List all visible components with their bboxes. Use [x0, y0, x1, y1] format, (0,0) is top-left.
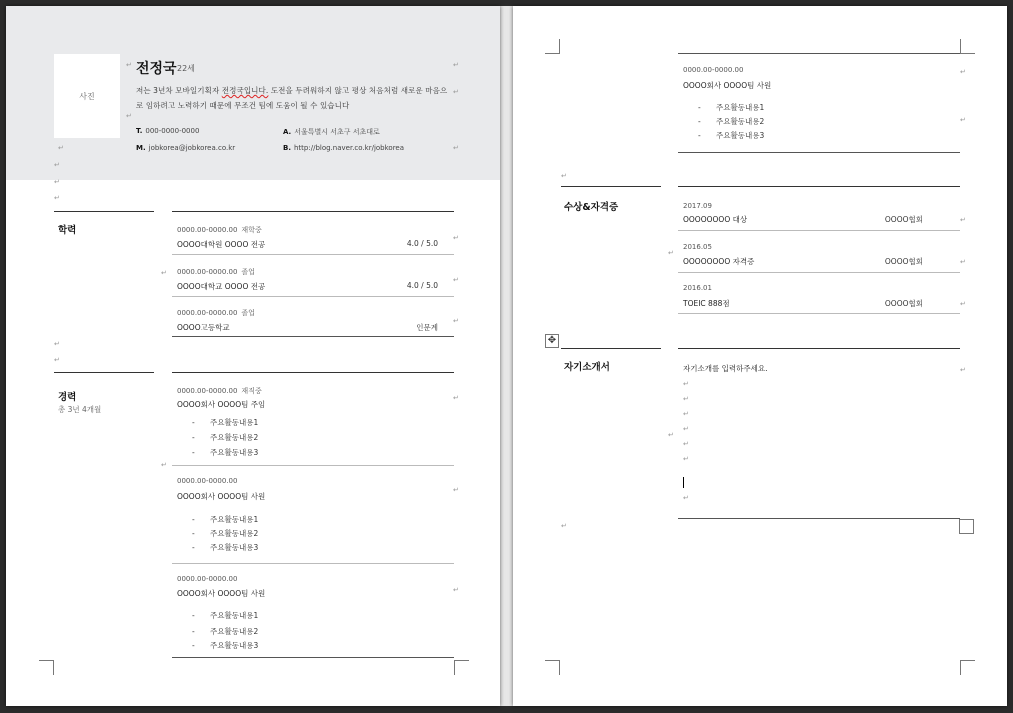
paragraph-mark: ↵	[960, 366, 966, 374]
paragraph-mark: ↵	[453, 276, 459, 284]
entry-rule	[678, 53, 960, 54]
paragraph-mark: ↵	[683, 440, 689, 448]
entry-rule	[678, 152, 960, 153]
paragraph-mark: ↵	[683, 380, 689, 388]
section-rule	[54, 211, 154, 212]
paragraph-mark: ↵	[960, 300, 966, 308]
bullet-item[interactable]: - 주요활동내용1	[192, 611, 259, 620]
paragraph-mark: ↵	[54, 194, 60, 202]
paragraph-mark: ↵	[58, 144, 64, 152]
bullet-item[interactable]: - 주요활동내용3	[192, 543, 259, 552]
paragraph-mark: ↵	[960, 116, 966, 124]
paragraph-mark: ↵	[161, 269, 167, 277]
entry-rule	[172, 657, 454, 658]
entry-issuer[interactable]: OOOO협회	[884, 257, 923, 266]
paragraph-mark: ↵	[54, 340, 60, 348]
paragraph-mark: ↵	[453, 234, 459, 242]
paragraph-mark: ↵	[683, 455, 689, 463]
entry-date[interactable]: 2016.05	[683, 243, 712, 251]
entry-score[interactable]: 4.0 / 5.0	[406, 239, 438, 248]
email-field[interactable]: M. jobkorea@jobkorea.co.kr	[136, 144, 236, 152]
paragraph-mark: ↵	[54, 356, 60, 364]
bullet-item[interactable]: - 주요활동내용1	[698, 103, 765, 112]
entry-rule	[172, 254, 454, 255]
page-gap	[500, 6, 513, 706]
career-total[interactable]: 총 3년 4개월	[58, 405, 102, 414]
paragraph-mark: ↵	[668, 249, 674, 257]
paragraph-mark: ↵	[453, 486, 459, 494]
self-intro-title[interactable]: 자기소개서	[564, 362, 610, 373]
paragraph-mark: ↵	[453, 88, 459, 96]
entry-note[interactable]: 인문계	[416, 323, 438, 332]
entry-title[interactable]: OOOO회사 OOOO팀 사원	[177, 492, 266, 501]
paragraph-mark: ↵	[683, 395, 689, 403]
entry-title[interactable]: OOOO고등학교	[177, 323, 230, 332]
section-rule	[561, 348, 661, 349]
paragraph-mark: ↵	[453, 144, 459, 152]
entry-date[interactable]: 0000.00-0000.00 재직중	[177, 387, 262, 395]
blog-field[interactable]: B. http://blog.naver.co.kr/jobkorea	[283, 144, 405, 152]
paragraph-mark: ↵	[453, 61, 459, 69]
paragraph-mark: ↵	[561, 522, 567, 530]
entry-date[interactable]: 0000.00-0000.00	[177, 575, 238, 583]
page-2[interactable]	[513, 6, 1007, 706]
entry-date[interactable]: 0000.00-0000.00	[683, 66, 744, 74]
paragraph-mark: ↵	[683, 494, 689, 502]
photo-placeholder[interactable]	[54, 54, 120, 138]
address-field[interactable]: A. 서울특별시 서초구 서초대로	[283, 128, 380, 136]
crop-mark	[960, 39, 975, 54]
paragraph-mark: ↵	[453, 317, 459, 325]
crop-mark	[545, 39, 560, 54]
entry-title[interactable]: OOOO대학원 OOOO 전공	[177, 240, 266, 249]
spellcheck-flag: 전정국입니다.	[221, 86, 269, 95]
page-1[interactable]	[6, 6, 500, 706]
crop-mark	[960, 660, 975, 675]
entry-title[interactable]: OOOOOOOO 대상	[683, 215, 748, 224]
table-resize-handle[interactable]	[959, 519, 974, 534]
paragraph-mark: ↵	[683, 425, 689, 433]
entry-issuer[interactable]: OOOO협회	[884, 299, 923, 308]
self-intro-body[interactable]: 자기소개를 입력하주세요.	[683, 364, 768, 373]
paragraph-mark: ↵	[683, 410, 689, 418]
profile-age[interactable]: 22세	[177, 64, 195, 73]
paragraph-mark: ↵	[960, 258, 966, 266]
profile-intro[interactable]: 저는 3년차 모바일기획자 전정국입니다. 도전을 두려워하지 않고 평상 처음처럼 새로운 마음으로 임하려고 노력하기 때문에 무조건 팀에 도움이 될 수 있습니다	[136, 86, 448, 110]
entry-rule	[172, 563, 454, 564]
bullet-item[interactable]: - 주요활동내용3	[698, 131, 765, 140]
section-rule	[172, 372, 454, 373]
entry-score[interactable]: 4.0 / 5.0	[406, 281, 438, 290]
entry-date[interactable]: 0000.00-0000.00 졸업	[177, 268, 255, 276]
bullet-item[interactable]: - 주요활동내용1	[192, 418, 259, 427]
paragraph-mark: ↵	[126, 61, 132, 69]
section-rule	[561, 186, 661, 187]
section-rule	[54, 372, 154, 373]
entry-issuer[interactable]: OOOO협회	[884, 215, 923, 224]
entry-date[interactable]: 0000.00-0000.00 재학중	[177, 226, 262, 234]
entry-rule	[678, 313, 960, 314]
phone-field[interactable]: T. 000-0000-0000	[136, 127, 200, 135]
section-rule	[678, 186, 960, 187]
entry-rule	[172, 465, 454, 466]
awards-title[interactable]: 수상&자격증	[564, 202, 619, 213]
profile-header	[6, 6, 500, 180]
crop-mark	[545, 660, 560, 675]
entry-rule	[678, 272, 960, 273]
entry-title[interactable]: OOOOOOOO 자격증	[683, 257, 755, 266]
entry-title[interactable]: OOOO회사 OOOO팀 주임	[177, 400, 266, 409]
profile-name[interactable]: 전정국	[136, 61, 177, 77]
bullet-item[interactable]: - 주요활동내용3	[192, 641, 259, 650]
bullet-item[interactable]: - 주요활동내용2	[192, 433, 259, 442]
paragraph-mark: ↵	[54, 178, 60, 186]
entry-title[interactable]: OOOO회사 OOOO팀 사원	[177, 589, 266, 598]
section-rule	[678, 348, 960, 349]
entry-title[interactable]: OOOO회사 OOOO팀 사원	[683, 81, 772, 90]
bullet-item[interactable]: - 주요활동내용3	[192, 448, 259, 457]
entry-rule	[172, 336, 454, 337]
entry-rule	[678, 518, 960, 519]
entry-title[interactable]: TOEIC 888점	[683, 299, 730, 308]
entry-date[interactable]: 0000.00-0000.00 졸업	[177, 309, 255, 317]
entry-rule	[172, 296, 454, 297]
paragraph-mark: ↵	[960, 68, 966, 76]
paragraph-mark: ↵	[453, 586, 459, 594]
text-cursor	[683, 477, 684, 488]
entry-rule	[678, 230, 960, 231]
table-move-handle-icon[interactable]: ✥	[545, 334, 559, 348]
paragraph-mark: ↵	[54, 161, 60, 169]
bullet-item[interactable]: - 주요활동내용2	[192, 627, 259, 636]
bullet-item[interactable]: - 주요활동내용1	[192, 515, 259, 524]
crop-mark	[39, 660, 54, 675]
career-title[interactable]: 경력	[58, 392, 77, 403]
photo-label: 사진	[79, 91, 95, 101]
paragraph-mark: ↵	[453, 394, 459, 402]
paragraph-mark: ↵	[126, 112, 132, 120]
paragraph-mark: ↵	[561, 172, 567, 180]
bullet-item[interactable]: - 주요활동내용2	[192, 529, 259, 538]
entry-date[interactable]: 2016.01	[683, 284, 712, 292]
entry-title[interactable]: OOOO대학교 OOOO 전공	[177, 282, 266, 291]
crop-mark	[454, 660, 469, 675]
education-title[interactable]: 학력	[58, 225, 77, 236]
paragraph-mark: ↵	[668, 431, 674, 439]
section-rule	[172, 211, 454, 212]
bullet-item[interactable]: - 주요활동내용2	[698, 117, 765, 126]
paragraph-mark: ↵	[161, 461, 167, 469]
paragraph-mark: ↵	[960, 216, 966, 224]
entry-date[interactable]: 0000.00-0000.00	[177, 477, 238, 485]
entry-date[interactable]: 2017.09	[683, 202, 712, 210]
